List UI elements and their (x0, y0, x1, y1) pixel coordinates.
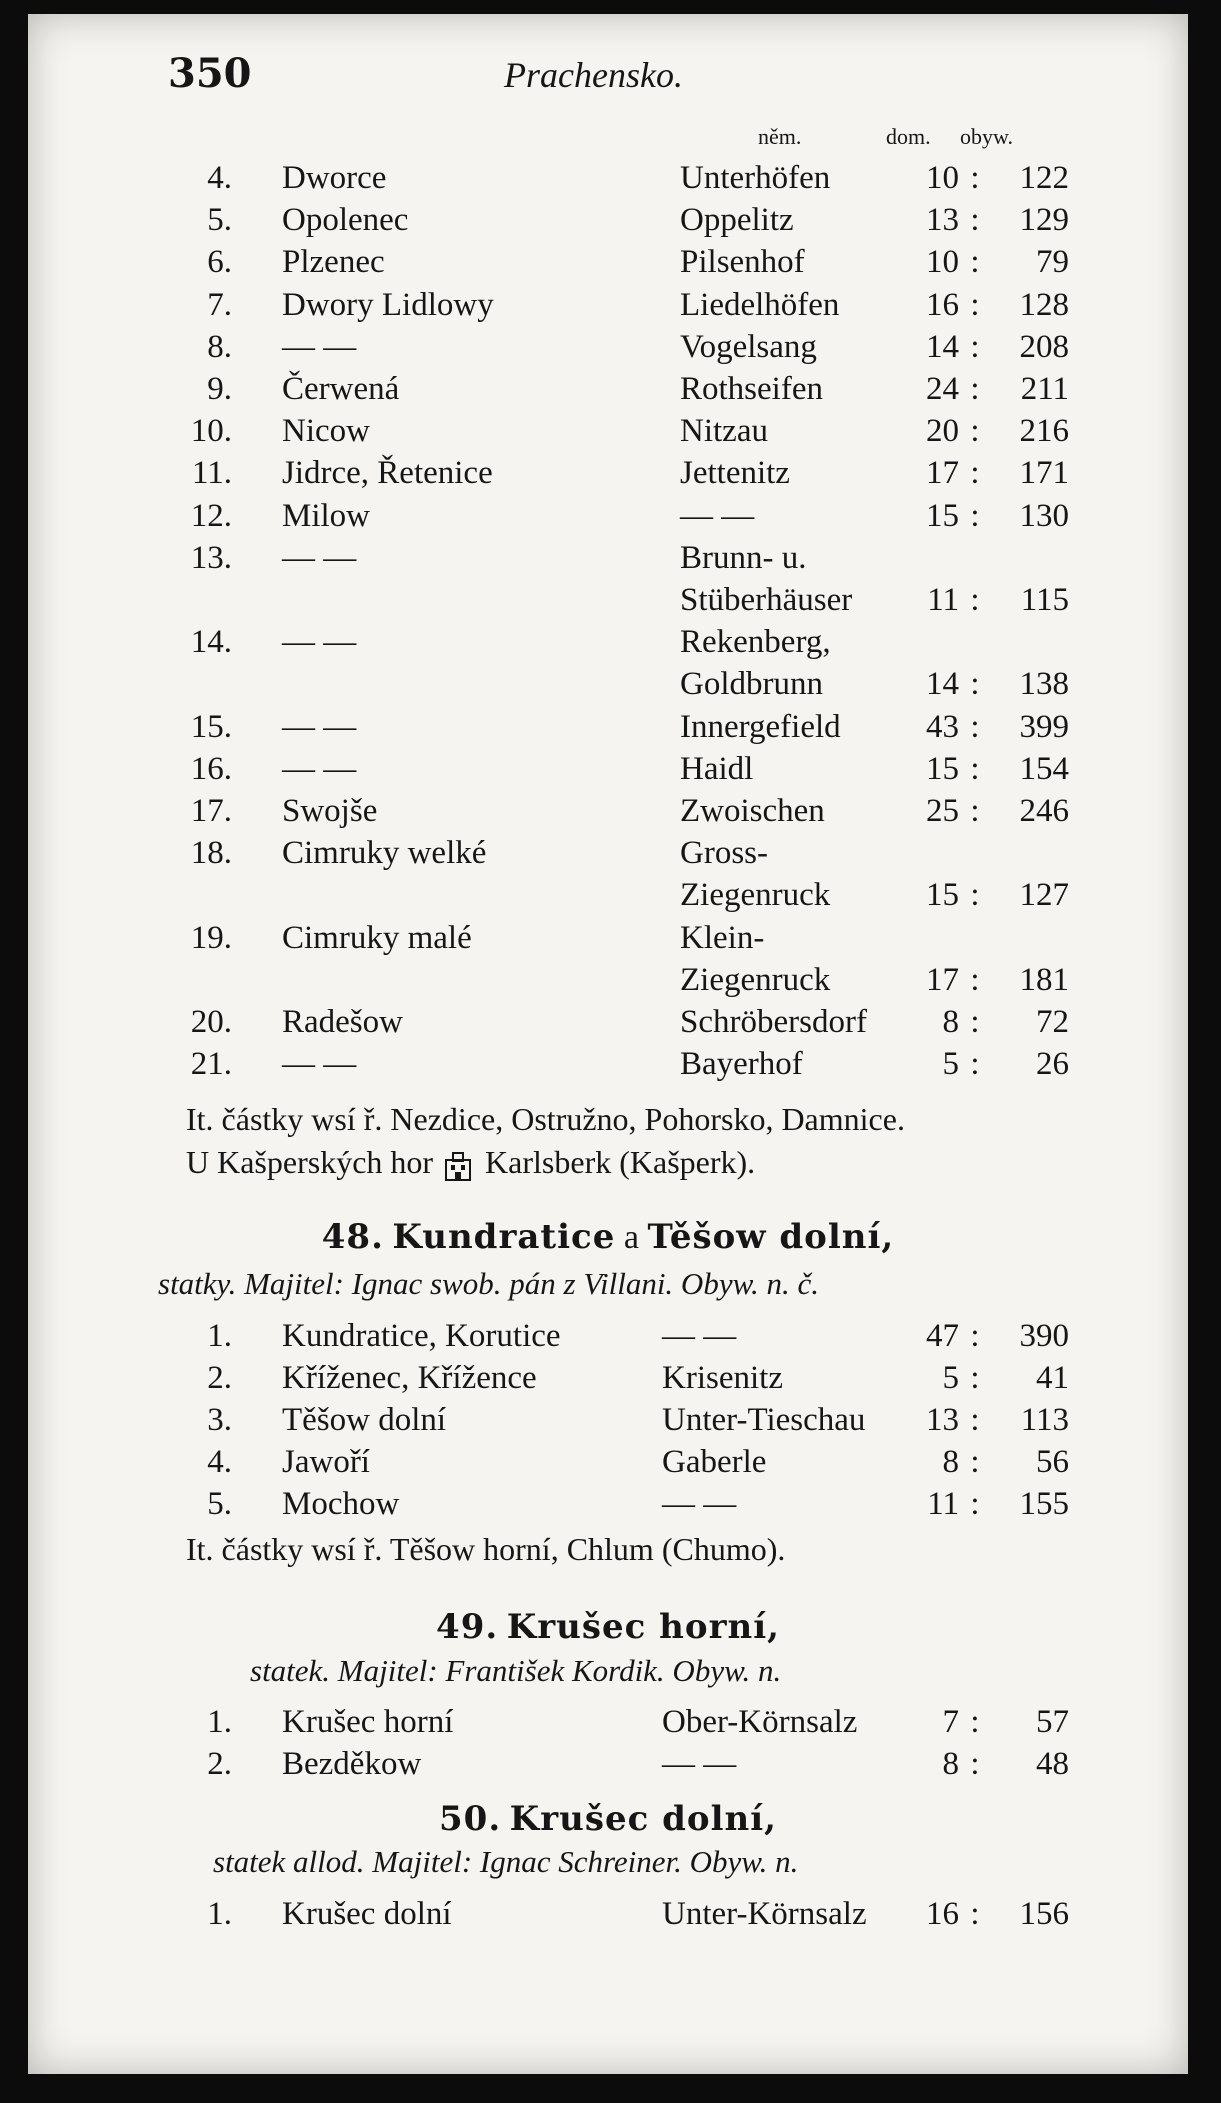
house-count: 8 (942, 1746, 959, 1782)
german-name: Zwoischen (680, 793, 825, 829)
czech-name: Milow (282, 497, 371, 534)
section-49-name: Krušec horní, (506, 1607, 780, 1647)
entry-number: 9. (207, 371, 232, 407)
ratio-separator: : (970, 1004, 980, 1040)
czech-name: Cimruky welké (282, 835, 487, 872)
house-count: 17 (926, 455, 959, 492)
column-header-houses: dom. (886, 124, 931, 149)
table-row (28, 1704, 1188, 1746)
ratio-separator: : (970, 1046, 980, 1083)
inhabitant-count: 41 (1036, 1360, 1069, 1396)
german-name: Ziegenruck (680, 877, 831, 914)
section-50-name: Krušec dolní, (509, 1799, 777, 1839)
czech-name: Opolenec (282, 202, 409, 239)
czech-name: Bezděkow (282, 1746, 422, 1782)
section-47-note: It. částky wsí ř. Nezdice, Ostružno, Pohorsko, Damnice. (186, 1101, 905, 1137)
page-number: 350 (168, 50, 252, 97)
table-row (28, 1896, 1188, 1938)
inhabitant-count: 72 (1036, 1004, 1069, 1040)
book-page (28, 14, 1188, 2074)
house-count: 16 (926, 1896, 959, 1932)
table-row (28, 1004, 1188, 1046)
entry-number: 3. (207, 1402, 232, 1438)
entry-number: 20. (190, 1004, 232, 1040)
inhabitant-count: 181 (1019, 961, 1069, 998)
table-row (28, 498, 1188, 540)
czech-name: Jawoří (282, 1444, 370, 1480)
ratio-separator: : (970, 413, 980, 450)
czech-name: — — (282, 539, 357, 576)
german-name: — — (662, 1746, 737, 1782)
entry-number: 1. (207, 1704, 232, 1740)
note-text-before: U Kašperských hor (186, 1144, 434, 1180)
inhabitant-count: 26 (1036, 1046, 1069, 1083)
german-name: Stüberhäuser (680, 582, 853, 618)
table-row (28, 244, 1188, 286)
house-count: 8 (942, 1444, 959, 1480)
inhabitant-count: 171 (1019, 455, 1069, 492)
czech-name: Swojše (282, 793, 378, 829)
german-name: Ober-Körnsalz (662, 1704, 858, 1740)
inhabitant-count: 155 (1019, 1486, 1069, 1522)
german-name: Liedelhöfen (680, 286, 840, 323)
inhabitant-count: 208 (1019, 328, 1069, 365)
ratio-separator: : (970, 244, 980, 281)
inhabitant-count: 129 (1019, 202, 1069, 239)
table-row (28, 1318, 1188, 1360)
german-name: Nitzau (680, 413, 768, 450)
table-row (28, 751, 1188, 793)
entry-number: 1. (207, 1896, 232, 1932)
german-name: Unterhöfen (680, 160, 831, 196)
ratio-separator: : (970, 371, 980, 407)
note-text-after: Karlsberk (Kašperk). (485, 1144, 756, 1180)
ratio-separator: : (970, 328, 980, 365)
ratio-separator: : (970, 1896, 980, 1932)
house-count: 5 (942, 1046, 959, 1083)
german-name: Goldbrunn (680, 666, 823, 703)
inhabitant-count: 138 (1019, 666, 1069, 703)
table-row (28, 582, 1188, 624)
table-row (28, 962, 1188, 1004)
house-count: 13 (926, 202, 959, 239)
german-name: Unter-Körnsalz (662, 1896, 867, 1932)
entry-number: 19. (190, 919, 232, 956)
czech-name: — — (282, 1046, 357, 1083)
inhabitant-count: 115 (1020, 582, 1069, 618)
inhabitant-count: 130 (1019, 497, 1069, 534)
table-row (28, 1746, 1188, 1788)
entry-number: 10. (190, 413, 232, 450)
german-name: Brunn- u. (680, 539, 807, 576)
ratio-separator: : (970, 202, 980, 239)
inhabitant-count: 48 (1036, 1746, 1069, 1782)
ratio-separator: : (970, 1486, 980, 1522)
czech-name: Jidrce, Řetenice (282, 455, 493, 492)
entry-number: 16. (190, 750, 232, 787)
table-row (28, 1402, 1188, 1444)
czech-name: Kundratice, Korutice (282, 1318, 561, 1354)
house-count: 47 (926, 1318, 959, 1354)
czech-name: Krušec horní (282, 1704, 454, 1740)
entry-number: 7. (207, 286, 232, 323)
ratio-separator: : (970, 1360, 980, 1396)
house-count: 17 (926, 961, 959, 998)
entry-number: 2. (207, 1746, 232, 1782)
czech-name: Mochow (282, 1486, 400, 1522)
inhabitant-count: 57 (1036, 1704, 1069, 1740)
entry-number: 18. (190, 835, 232, 872)
czech-name: Nicow (282, 413, 370, 450)
table-row (28, 835, 1188, 877)
section-48-note: It. částky wsí ř. Těšow horní, Chlum (Chumo). (186, 1531, 786, 1567)
table-row (28, 202, 1188, 244)
table-row (28, 877, 1188, 919)
entry-number: 8. (207, 328, 232, 365)
house-count: 11 (927, 582, 959, 618)
running-title: Prachensko. (504, 55, 683, 95)
section-48-name1: Kundratice (392, 1217, 616, 1257)
ratio-separator: : (970, 582, 980, 618)
section-49-owner: statek. Majitel: František Kordik. Obyw. n. (250, 1653, 782, 1688)
czech-name: Plzenec (282, 244, 385, 281)
german-name: Vogelsang (680, 328, 817, 365)
table-row (28, 920, 1188, 962)
entry-number: 1. (207, 1318, 232, 1354)
table-row (28, 1444, 1188, 1486)
house-count: 24 (926, 371, 959, 407)
table-row (28, 793, 1188, 835)
table-row (28, 666, 1188, 708)
entry-number: 17. (190, 793, 232, 829)
czech-name: Čerwená (282, 371, 400, 407)
house-count: 13 (926, 1402, 959, 1438)
table-row (28, 455, 1188, 497)
table-row (28, 1046, 1188, 1088)
ratio-separator: : (970, 877, 980, 914)
ratio-separator: : (970, 1704, 980, 1740)
table-row (28, 1486, 1188, 1528)
entry-number: 4. (207, 1444, 232, 1480)
table-row (28, 413, 1188, 455)
czech-name: Dwory Lidlowy (282, 286, 494, 323)
entry-number: 12. (190, 497, 232, 534)
german-name: Schröbersdorf (680, 1004, 867, 1040)
table-row (28, 160, 1188, 202)
inhabitant-count: 246 (1019, 793, 1069, 829)
entry-number: 13. (190, 539, 232, 576)
german-name: Haidl (680, 750, 754, 787)
house-count: 15 (926, 497, 959, 534)
section-48-name2: Těšow dolní, (647, 1217, 895, 1257)
czech-name: Kříženec, Křížence (282, 1360, 537, 1396)
ratio-separator: : (970, 793, 980, 829)
column-header-inhabitants: obyw. (960, 124, 1013, 149)
house-count: 8 (942, 1004, 959, 1040)
house-count: 16 (926, 286, 959, 323)
table-row (28, 624, 1188, 666)
house-count: 25 (926, 793, 959, 829)
inhabitant-count: 113 (1020, 1402, 1069, 1438)
czech-name: Cimruky malé (282, 919, 472, 956)
german-name: Bayerhof (680, 1046, 803, 1083)
house-count: 43 (926, 708, 959, 745)
ratio-separator: : (970, 708, 980, 745)
house-count: 20 (926, 413, 959, 450)
house-count: 11 (927, 1486, 959, 1522)
ratio-separator: : (970, 1402, 980, 1438)
inhabitant-count: 79 (1036, 244, 1069, 281)
entry-number: 21. (190, 1046, 232, 1083)
inhabitant-count: 216 (1019, 413, 1069, 450)
german-name: Rekenberg, (680, 624, 831, 661)
german-name: Krisenitz (662, 1360, 783, 1396)
inhabitant-count: 156 (1019, 1896, 1069, 1932)
ratio-separator: : (970, 1746, 980, 1782)
german-name: — — (662, 1318, 737, 1354)
section-47-note-kasperk (186, 1144, 755, 1182)
czech-name: — — (282, 750, 357, 787)
inhabitant-count: 127 (1019, 877, 1069, 914)
house-count: 14 (926, 328, 959, 365)
house-count: 15 (926, 877, 959, 914)
german-name: Ziegenruck (680, 961, 831, 998)
german-name: Gross- (680, 835, 768, 872)
entry-number: 5. (207, 1486, 232, 1522)
ratio-separator: : (970, 1318, 980, 1354)
german-name: Unter-Tieschau (662, 1402, 866, 1438)
czech-name: Radešow (282, 1004, 403, 1040)
table-row (28, 371, 1188, 413)
inhabitant-count: 122 (1019, 160, 1069, 196)
german-name: Innergefield (680, 708, 841, 745)
entry-number: 2. (207, 1360, 232, 1396)
inhabitant-count: 211 (1020, 371, 1069, 407)
house-count: 14 (926, 666, 959, 703)
house-count: 7 (942, 1704, 959, 1740)
czech-name: Krušec dolní (282, 1896, 452, 1932)
section-49-heading (28, 1607, 1188, 1647)
entry-number: 11. (191, 455, 232, 492)
section-48-heading (28, 1217, 1188, 1257)
castle-icon (443, 1150, 473, 1182)
section-48-number: 48. (321, 1217, 384, 1257)
german-name: Jettenitz (680, 455, 790, 492)
czech-name: — — (282, 708, 357, 745)
german-name: Rothseifen (680, 371, 823, 407)
ratio-separator: : (970, 286, 980, 323)
column-header-german: něm. (758, 124, 802, 149)
house-count: 10 (926, 160, 959, 196)
german-name: Klein- (680, 919, 765, 956)
german-name: Gaberle (662, 1444, 767, 1480)
german-name: — — (680, 497, 755, 534)
entry-number: 15. (190, 708, 232, 745)
czech-name: — — (282, 328, 357, 365)
inhabitant-count: 154 (1019, 750, 1069, 787)
section-48-conj: a (623, 1219, 639, 1256)
house-count: 10 (926, 244, 959, 281)
inhabitant-count: 399 (1019, 708, 1069, 745)
section-50-number: 50. (439, 1799, 502, 1839)
ratio-separator: : (970, 497, 980, 534)
german-name: Oppelitz (680, 202, 794, 239)
table-row (28, 709, 1188, 751)
czech-name: — — (282, 624, 357, 661)
section-49-number: 49. (436, 1607, 499, 1647)
ratio-separator: : (970, 961, 980, 998)
entry-number: 4. (207, 160, 232, 196)
house-count: 15 (926, 750, 959, 787)
ratio-separator: : (970, 160, 980, 196)
ratio-separator: : (970, 750, 980, 787)
ratio-separator: : (970, 1444, 980, 1480)
inhabitant-count: 128 (1019, 286, 1069, 323)
entry-number: 6. (207, 244, 232, 281)
section-48-owner: statky. Majitel: Ignac swob. pán z Villani. Obyw. n. č. (158, 1266, 819, 1301)
house-count: 5 (942, 1360, 959, 1396)
ratio-separator: : (970, 666, 980, 703)
entry-number: 5. (207, 202, 232, 239)
czech-name: Dworce (282, 160, 387, 196)
czech-name: Těšow dolní (282, 1402, 447, 1438)
german-name: — — (662, 1486, 737, 1522)
table-row (28, 287, 1188, 329)
section-50-owner: statek allod. Majitel: Ignac Schreiner. Obyw. n. (213, 1844, 799, 1879)
table-row (28, 329, 1188, 371)
table-row (28, 1360, 1188, 1402)
section-50-heading (28, 1799, 1188, 1839)
table-row (28, 540, 1188, 582)
ratio-separator: : (970, 455, 980, 492)
inhabitant-count: 56 (1036, 1444, 1069, 1480)
inhabitant-count: 390 (1019, 1318, 1069, 1354)
german-name: Pilsenhof (680, 244, 805, 281)
entry-number: 14. (190, 624, 232, 661)
